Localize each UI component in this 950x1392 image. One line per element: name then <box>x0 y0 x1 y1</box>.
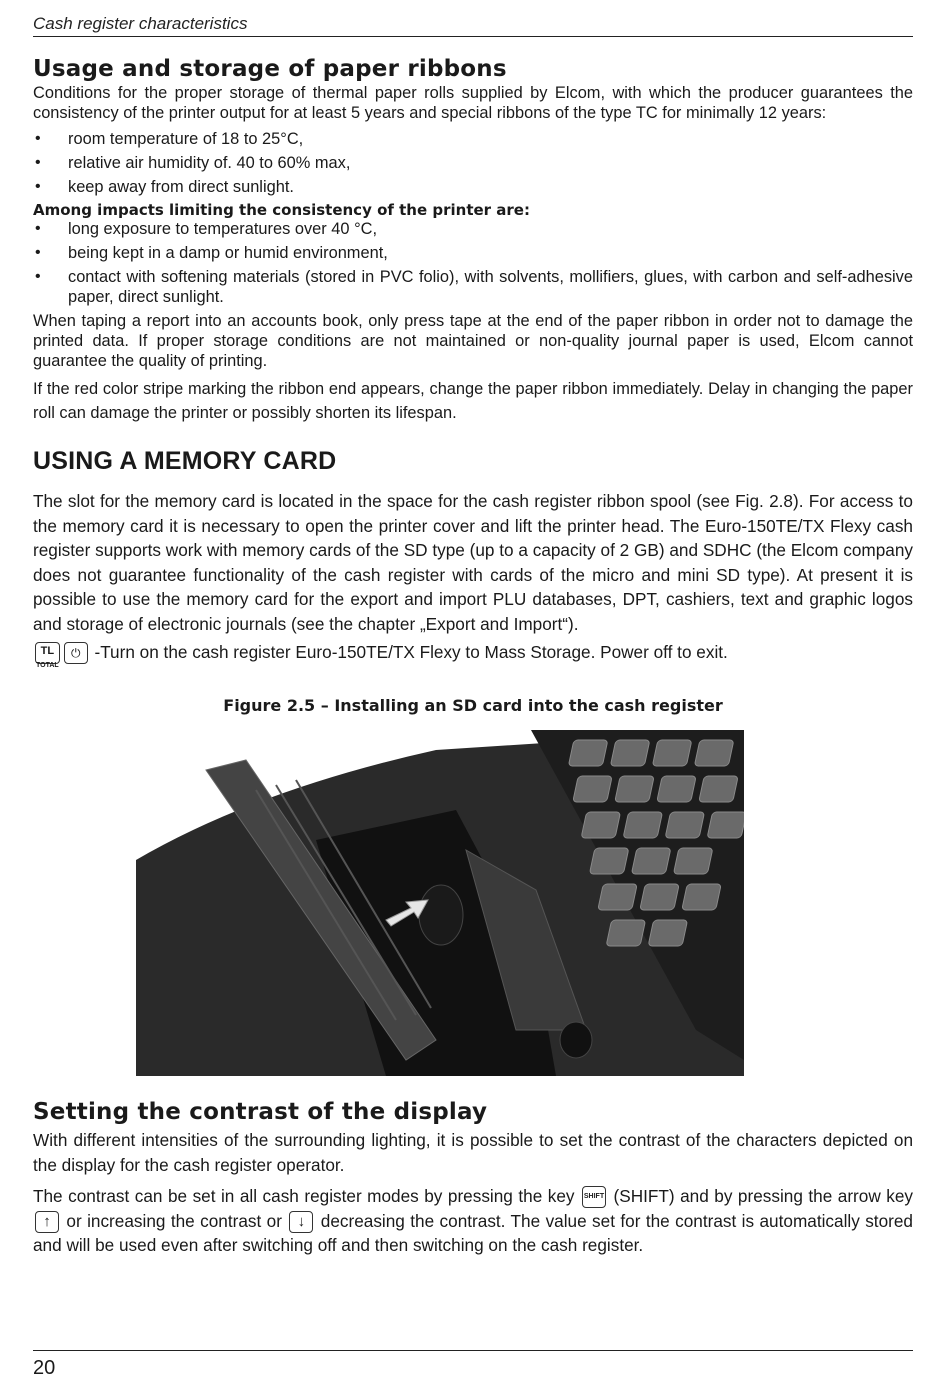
usage-section <box>33 83 913 425</box>
tl-total-key-icon: TL TOTAL <box>35 642 60 664</box>
contrast-text-b: (SHIFT) and by pressing the arrow key <box>613 1186 913 1206</box>
memory-section <box>33 489 913 670</box>
usage-intro: Conditions for the proper storage of thermal paper rolls supplied by Elcom, with which the producer guarantees the consistency of the printer output for at least 5 years and special ribbons of the type TC for minimally 12 years: <box>33 84 913 122</box>
contrast-heading: Setting the contrast of the display <box>33 1099 488 1125</box>
contrast-paragraph-1: With different intensities of the surrounding lighting, it is possible to set the contrast of the characters depicted on the display for the cash register operator. <box>33 1130 913 1175</box>
mass-storage-line <box>33 640 913 670</box>
arrow-down-key-icon: ↓ <box>289 1211 313 1233</box>
list-item: • room temperature of 18 to 25°C, <box>33 129 913 149</box>
list-item: • being kept in a damp or humid environment, <box>33 243 913 263</box>
storage-conditions-list <box>33 129 913 197</box>
running-header <box>33 12 913 37</box>
page-number: 20 <box>33 1357 56 1379</box>
cash-register-illustration <box>136 730 744 1076</box>
header-title: Cash register characteristics <box>33 14 248 33</box>
contrast-text-c: or increasing the contrast or <box>66 1210 282 1231</box>
contrast-text-a: The contrast can be set in all cash register modes by pressing the key <box>33 1186 575 1206</box>
usage-heading: Usage and storage of paper ribbons <box>33 56 507 82</box>
list-item: • relative air humidity of. 40 to 60% max, <box>33 153 913 173</box>
impacts-list <box>33 219 913 307</box>
contrast-text-d: decreasing the contrast. The value set for the contrast is automatically stored and will be used even after switching off and then switching on the cash register. <box>33 1210 913 1255</box>
memory-card-heading: USING A MEMORY CARD <box>33 447 337 475</box>
mass-storage-text: -Turn on the cash register Euro-150TE/TX Flexy to Mass Storage. Power off to exit. <box>94 642 728 662</box>
list-item: • keep away from direct sunlight. <box>33 177 913 197</box>
contrast-section <box>33 1128 913 1258</box>
power-key-icon: ⏻ <box>64 642 88 664</box>
memory-paragraph: The slot for the memory card is located in the space for the cash register ribbon spool (see Fig. 2.8). For access to the memory card it is necessary to open the printer cover and lift the printer head. The Euro-150TE/TX Flexy cash register supports work with memory cards of the SD type (up to a capacity of 2 GB) and SDHC (the Elcom company does not guarantee functionality of the cash register with cards of the micro and mini SD type). At present it is possible to use the memory card for the export and import PLU databases, DPT, cashiers, text and graphic logos and storage of electronic journals (see the chapter „Export and Import“). <box>33 491 913 634</box>
figure-caption: Figure 2.5 – Installing an SD card into the cash register <box>223 696 723 715</box>
taping-paragraph: When taping a report into an accounts book, only press tape at the end of the paper ribbon in order not to damage the printed data. If proper storage conditions are not maintained or non-quality journal paper is used, Elcom cannot guarantee the quality of printing. <box>33 312 913 370</box>
stripe-paragraph: If the red color stripe marking the ribbon end appears, change the paper ribbon immediately. Delay in changing the paper roll can damage the printer or possibly shorten its lifespan. <box>33 380 913 422</box>
list-item: • long exposure to temperatures over 40 °C, <box>33 219 913 239</box>
contrast-paragraph-2 <box>33 1184 913 1258</box>
impacts-subheading: Among impacts limiting the consistency of the printer are: <box>33 201 530 219</box>
page-footer <box>33 1350 913 1379</box>
shift-key-icon: SHIFT <box>582 1186 606 1208</box>
arrow-up-key-icon: ↑ <box>35 1211 59 1233</box>
list-item: • contact with softening materials (stored in PVC folio), with solvents, mollifiers, glues, with carbon and self-adhesive paper, direct sunlight. <box>33 267 913 307</box>
sd-card-installation-photo <box>136 730 744 1076</box>
